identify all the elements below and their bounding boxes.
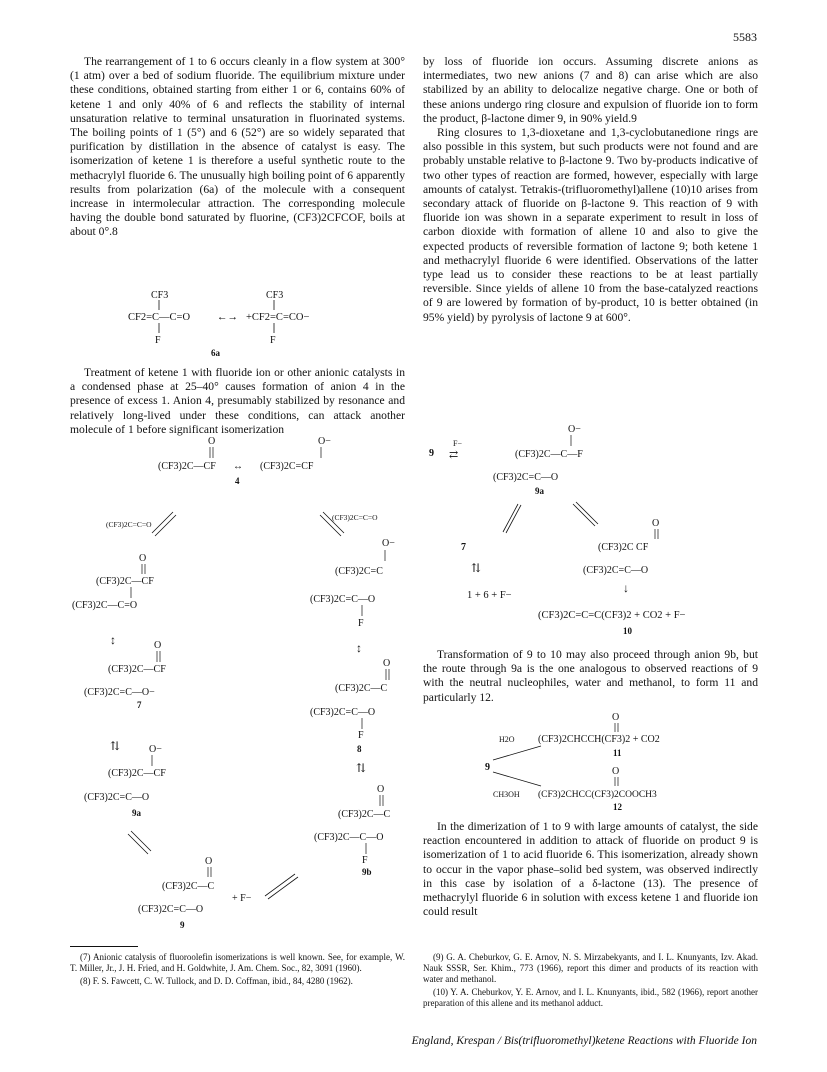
s3-h2o: H2O (499, 735, 515, 744)
s1-label7: 7 (137, 700, 142, 710)
s2-seven: 7 (461, 542, 466, 553)
s2-label10: 10 (623, 626, 632, 636)
s1-8b-top: (CF3)2C—C (335, 683, 388, 694)
s2-9a-top: (CF3)2C—C—F (515, 449, 583, 460)
s6a-f-right: F (270, 335, 276, 346)
s1-7a-o: O (139, 553, 147, 564)
s2-9b-bot: (CF3)2C=C—O (583, 565, 649, 576)
s1-eq-left-2: ⇅ (110, 739, 121, 753)
s1-eq-right-2: ⇅ (356, 761, 367, 775)
s6a-left: CF2=C—C=O (128, 312, 191, 323)
s1-label9b: 9b (362, 867, 372, 877)
s1-9b-f: F (362, 855, 368, 866)
s1-label4: 4 (235, 476, 240, 486)
s2-eq-7: ⇅ (471, 561, 482, 575)
s6a-right: +CF2=C=CO− (246, 312, 310, 323)
s6a-arrow: ←→ (217, 312, 238, 323)
s2-arrow-down: ↓ (623, 581, 629, 595)
s3-p11: (CF3)2CHCCH(CF3)2 + CO2 (538, 734, 660, 745)
s1-9a-bot: (CF3)2C=C—O (84, 792, 150, 803)
s1-9a-ominus: O− (149, 744, 162, 755)
left-paragraph-1: The rearrangement of 1 to 6 occurs cleanly in a flow system at 300° (1 atm) over a bed of sodium fluoride. The equilibrium mixture under these conditions, obtained starting from either 1 or 6, contains 60% of ketene 1 and only 40% of 6 and reflects the stability of internal unsaturation relative to terminal unsaturation in fluorinated systems. The boiling points of 1 (5°) and 6 (52°) are so widely separated that purification by distillation in the absence of catalyst is easy. The isomerization of ketene 1 is therefore a useful synthetic route to the methacrylyl fluoride 6. The unusually high boiling point of 6 apparently results from polarization (6a) of the molecule with a consequent increase in intermolecular attraction. The corresponding molecule having the double bond saturated by fluorine, (CF3)2CFCOF, boils at about 0°.8 (70, 55, 405, 239)
s1-9b-bot: (CF3)2C—C—O (314, 832, 384, 843)
s6a-f-left: F (155, 335, 161, 346)
s1-9a-top: (CF3)2C—CF (108, 768, 166, 779)
s1-9b-o: O (377, 784, 385, 795)
right-paragraph-4: In the dimerization of 1 to 9 with large amounts of catalyst, the side reaction encountered in addition to attack of fluoride on product 9 is isomerization of 1 to acid fluoride 6. This isomerization, already shown to occur in the vapor phase–solid bed system, was observed indirectly in this case by isolation of a δ-lactone (13). The presence of methacrylyl fluoride 6 in solution with excess ketene 1 and fluoride ion could result (423, 820, 758, 919)
s2-eq-arrow: ⇄ (449, 449, 459, 461)
footnote-8: (8) F. S. Fawcett, C. W. Tullock, and D. D. Coffman, ibid., 84, 4280 (1962). (80, 976, 353, 986)
s2-allene: (CF3)2C=C=C(CF3)2 + CO2 + F− (538, 610, 686, 621)
footnote-rule (70, 946, 138, 947)
s3-o-11: O (612, 712, 620, 723)
left-column (70, 55, 405, 240)
s6a-cf3-right: CF3 (266, 290, 284, 301)
s1-eq-right-1: ↕ (356, 641, 362, 655)
s2-9a-ominus: O− (568, 424, 581, 435)
s1-label9a: 9a (132, 808, 141, 818)
s3-p12: (CF3)2CHCC(CF3)2COOCH3 (538, 790, 657, 800)
s2-products: 1 + 6 + F− (467, 590, 512, 601)
footnote-7: (7) Anionic catalysis of fluoroolefin isomerizations is well known. See, for example, W. T. Miller, Jr., J. H. Fried, and H. Goldwhite, J. Am. Chem. Soc., 82, 3091 (1960). (70, 952, 405, 973)
s2-label9a: 9a (535, 486, 544, 496)
footnote-9: (9) G. A. Cheburkov, G. E. Arnov, N. S. Mirzabekyants, and I. L. Knunyants, Izv. Akad. Nauk SSSR, Ser. Khim., 773 (1966), report this dimer and products of its reaction with water and methanol. (423, 952, 758, 984)
s1-label9: 9 (180, 920, 185, 930)
s1-8b-f: F (358, 730, 364, 741)
s1-9-top: (CF3)2C—C (162, 881, 215, 892)
s3-label11: 11 (613, 748, 622, 758)
s1-7b-o: O (154, 640, 162, 651)
s1-label8: 8 (357, 744, 362, 754)
s2-9b-o: O (652, 518, 660, 529)
right-column-cont-2 (423, 820, 758, 919)
scheme-3 (423, 710, 758, 815)
s2-9b-top: (CF3)2C CF (598, 542, 649, 553)
footnotes-left (70, 952, 405, 989)
left-column-cont (70, 366, 405, 437)
s1-8b-o: O (383, 658, 391, 669)
scheme-2 (423, 422, 758, 644)
scheme-1 (70, 434, 405, 939)
s1-7b-top: (CF3)2C—CF (108, 664, 166, 675)
right-paragraph-3: Transformation of 9 to 10 may also proceed through anion 9b, but the route through 9a is the one analogous to observed reactions of 9 with the neutral nucleophiles, water and methanol, to form 11 and particularly 12. (423, 648, 758, 704)
s1-8a-ominus: O− (382, 538, 395, 549)
footnote-10: (10) Y. A. Cheburkov, Y. E. Arnov, and I. L. Knunyants, ibid., 582 (1966), report another preparation of this allene and its methanol adduct. (423, 987, 758, 1008)
s1-plus-f: + F− (232, 893, 252, 904)
s6a-label: 6a (211, 348, 220, 358)
s1-eq-left-1: ↕ (110, 633, 116, 647)
s1-anion4-arrow: ↔ (233, 461, 243, 472)
s1-9-o: O (205, 856, 213, 867)
s1-anion4-left: (CF3)2C—CF (158, 461, 216, 472)
s1-7a-bot: (CF3)2C—C=O (72, 600, 138, 611)
right-paragraph-1: by loss of fluoride ion occurs. Assuming discrete anions as intermediates, two new anions (7 and 8) can arise which are also stabilized by an ability to delocalize negative charge. One or both of these anions undergo ring closure and expulsion of fluoride ion to form the product, β-lactone dimer 9, in 90% yield.9 (423, 55, 758, 125)
s3-label12: 12 (613, 802, 622, 812)
s1-9-bot: (CF3)2C=C—O (138, 904, 204, 915)
right-column (423, 55, 758, 325)
s1-8a-f: F (358, 618, 364, 629)
s1-9b-top: (CF3)2C—C (338, 809, 391, 820)
left-paragraph-2: Treatment of ketene 1 with fluoride ion or other anionic catalysts in a condensed phase at 25–40° causes formation of anion 4 in the presence of excess 1. Anion 4, presumably stabilized by resonance and relatively long-lived under these conditions, can attack another molecule of 1 before significant isomerization (70, 366, 405, 436)
s1-7a-top: (CF3)2C—CF (96, 576, 154, 587)
s2-9a-bot: (CF3)2C=C—O (493, 472, 559, 483)
structure-6a (70, 288, 405, 360)
s1-ketene-right: (CF3)2C=C=O (332, 513, 378, 522)
s1-ketene-left: (CF3)2C=C=O (106, 520, 152, 529)
s3-nine: 9 (485, 762, 490, 773)
s1-8a-top: (CF3)2C=C (335, 566, 383, 577)
s1-8b-bot: (CF3)2C=C—O (310, 707, 376, 718)
running-footer: England, Krespan / Bis(trifluoromethyl)ketene Reactions with Fluoride Ion (411, 1035, 757, 1047)
right-paragraph-2: Ring closures to 1,3-dioxetane and 1,3-cyclobutanedione rings are also possible in this system, but such products were not found and are probably unstable relative to β-lactone 9. Two by-products indicative of two other types of reaction are formed, however, especially with large amounts of catalyst. Tetrakis-(trifluoromethyl)allene (10)10 arises from secondary attack of fluoride on β-lactone 9. This reaction of 9 with fluoride ion was shown in a separate experiment to result in loss of carbon dioxide with formation of allene 10 and also to give the expected products of reversible formation of lactone 9; both ketene 1 and methacrylyl fluoride 6 were identified. Observations of the latter type lead us to consider these reactions to be at least partially reversible. Since yields of allene 10 from the base-catalyzed reactions of 9 are lowered by formation of by-product, 10 is better obtained (in 95% yield) by pyrolysis of lactone 9 at 600°. (423, 126, 758, 324)
s1-anion4-right: (CF3)2C=CF (260, 461, 314, 472)
right-column-cont (423, 648, 758, 705)
s3-ch3oh: CH3OH (493, 790, 520, 799)
s1-8a-bot: (CF3)2C=C—O (310, 594, 376, 605)
s1-7b-bot: (CF3)2C=C—O− (84, 687, 155, 698)
s2-fminus: F− (453, 439, 462, 448)
page-number: 5583 (733, 30, 757, 44)
s6a-cf3-left: CF3 (151, 290, 169, 301)
s2-nine: 9 (429, 448, 434, 459)
s3-o-12: O (612, 766, 620, 777)
s1-ominus: O− (318, 436, 331, 447)
s1-o: O (208, 436, 216, 447)
footnotes-right (423, 952, 758, 1011)
